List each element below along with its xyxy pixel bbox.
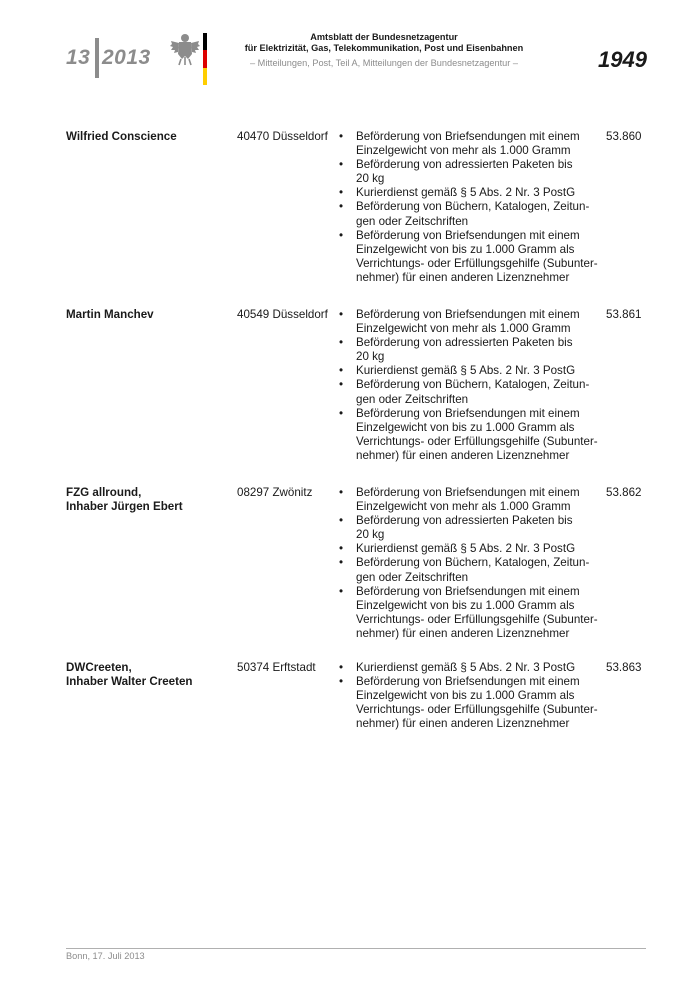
service-line: nehmer) für einen anderen Lizenznehmer (356, 448, 570, 462)
page-number: 1949 (598, 47, 647, 72)
gazette-title: Amtsblatt der Bundesnetzagentur (310, 32, 458, 42)
issue-number-value: 13 (66, 46, 91, 69)
service-line: • Beförderung von Briefsendungen mit einem (356, 406, 580, 420)
service-item (339, 158, 604, 186)
license-number: 53.862 (606, 486, 642, 499)
service-item (339, 661, 604, 675)
service-item (339, 542, 604, 556)
licensee-city: 40470 Düsseldorf (237, 130, 328, 143)
service-line: • Kurierdienst gemäß § 5 Abs. 2 Nr. 3 PostG (356, 186, 576, 200)
footer-date: Bonn, 17. Juli 2013 (66, 951, 145, 961)
service-line: Einzelgewicht von bis zu 1.000 Gramm als (356, 598, 575, 612)
flag-stripe-black (203, 33, 207, 50)
license-number: 53.861 (606, 308, 642, 321)
service-item (339, 130, 604, 158)
service-line: • Beförderung von Briefsendungen mit einem (356, 584, 580, 598)
service-list (339, 661, 604, 731)
service-line: • Beförderung von Briefsendungen mit einem (356, 486, 580, 499)
service-line: Einzelgewicht von mehr als 1.000 Gramm (356, 500, 571, 514)
service-item (339, 486, 604, 514)
service-item (339, 514, 604, 542)
service-line: • Beförderung von Büchern, Katalogen, Zeitun- (356, 200, 590, 214)
licensee-name-line: Inhaber Jürgen Ebert (66, 500, 183, 513)
service-item (339, 407, 604, 463)
service-line: • Beförderung von Büchern, Katalogen, Zeitun- (356, 556, 590, 570)
service-item (339, 556, 604, 584)
service-item (339, 364, 604, 378)
service-line: Einzelgewicht von mehr als 1.000 Gramm (356, 144, 571, 158)
service-line: Verrichtungs- oder Erfüllungsgehilfe (Subunter- (356, 434, 598, 448)
flag-stripe-red (203, 50, 207, 67)
service-item (339, 200, 604, 228)
licensee-name (66, 661, 231, 689)
service-list (339, 486, 604, 641)
federal-eagle-icon (170, 32, 200, 66)
licensee-name-line: Inhaber Walter Creeten (66, 675, 193, 688)
service-line: • Beförderung von adressierten Paketen bis (356, 514, 573, 528)
service-line: nehmer) für einen anderen Lizenznehmer (356, 717, 570, 731)
service-line: gen oder Zeitschriften (356, 570, 469, 584)
footer-divider (66, 948, 646, 949)
service-line: gen oder Zeitschriften (356, 214, 469, 228)
licensee-name-line: DWCreeten, (66, 661, 132, 674)
service-line: Einzelgewicht von bis zu 1.000 Gramm als (356, 242, 575, 256)
service-item (339, 229, 604, 285)
licensee-name (66, 486, 231, 514)
issue-year: 2013 (102, 46, 151, 69)
service-line: Verrichtungs- oder Erfüllungsgehilfe (Subunter- (356, 703, 598, 717)
service-line: • Kurierdienst gemäß § 5 Abs. 2 Nr. 3 PostG (356, 542, 576, 556)
service-item (339, 336, 604, 364)
service-line: 20 kg (356, 172, 385, 186)
flag-bar (203, 33, 207, 85)
licensee-name-line: Martin Manchev (66, 308, 154, 321)
service-line: Einzelgewicht von mehr als 1.000 Gramm (356, 322, 571, 336)
license-number: 53.860 (606, 130, 642, 143)
service-line: 20 kg (356, 350, 385, 364)
license-number: 53.863 (606, 661, 642, 674)
licensee-city: 40549 Düsseldorf (237, 308, 328, 321)
issue-number (66, 46, 151, 70)
licensee-name (66, 308, 231, 322)
service-line: Einzelgewicht von bis zu 1.000 Gramm als (356, 689, 575, 703)
service-line: Verrichtungs- oder Erfüllungsgehilfe (Subunter- (356, 612, 598, 626)
service-line: • Beförderung von Briefsendungen mit einem (356, 228, 580, 242)
service-line: • Kurierdienst gemäß § 5 Abs. 2 Nr. 3 PostG (356, 364, 576, 378)
gazette-subtitle: für Elektrizität, Gas, Telekommunikation, Post und Eisenbahnen (244, 43, 524, 53)
service-line: Einzelgewicht von bis zu 1.000 Gramm als (356, 420, 575, 434)
service-line: • Beförderung von Briefsendungen mit einem (356, 675, 580, 689)
licensee-city: 08297 Zwönitz (237, 486, 313, 499)
service-line: • Beförderung von adressierten Paketen bis (356, 158, 573, 172)
service-list (339, 308, 604, 463)
licensee-name (66, 130, 231, 144)
flag-stripe-gold (203, 68, 207, 85)
licensee-name-line: FZG allround, (66, 486, 142, 499)
service-line: • Beförderung von adressierten Paketen bis (356, 336, 573, 350)
service-line: • Beförderung von Büchern, Katalogen, Zeitun- (356, 378, 590, 392)
service-item (339, 585, 604, 641)
licensee-city: 50374 Erftstadt (237, 661, 316, 674)
service-item (339, 378, 604, 406)
service-line: nehmer) für einen anderen Lizenznehmer (356, 270, 570, 284)
service-item (339, 308, 604, 336)
service-line: Verrichtungs- oder Erfüllungsgehilfe (Subunter- (356, 256, 598, 270)
gazette-section: – Mitteilungen, Post, Teil A, Mitteilungen der Bundesnetzagentur – (250, 58, 518, 68)
service-item (339, 675, 604, 731)
service-line: • Beförderung von Briefsendungen mit einem (356, 130, 580, 143)
service-line: gen oder Zeitschriften (356, 392, 469, 406)
service-line: 20 kg (356, 528, 385, 542)
service-item (339, 186, 604, 200)
service-line: • Kurierdienst gemäß § 5 Abs. 2 Nr. 3 PostG (356, 661, 576, 674)
service-line: nehmer) für einen anderen Lizenznehmer (356, 626, 570, 640)
issue-divider (95, 38, 99, 78)
service-list (339, 130, 604, 285)
licensee-name-line: Wilfried Conscience (66, 130, 177, 143)
service-line: • Beförderung von Briefsendungen mit einem (356, 308, 580, 321)
